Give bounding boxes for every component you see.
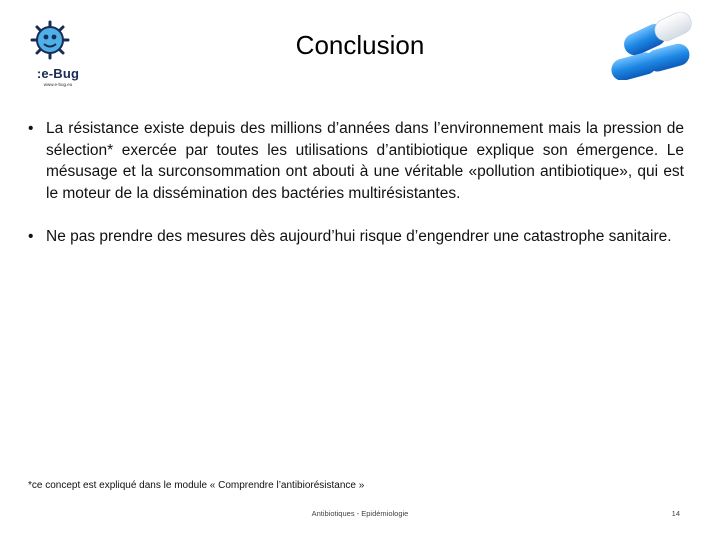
capsule-icon	[600, 10, 710, 80]
logo-url: www.e-bug.eu	[43, 82, 73, 87]
ebug-logo	[26, 18, 90, 90]
bullet-marker: •	[28, 120, 34, 137]
footer-title: Antibiotiques - Epidémiologie	[311, 509, 409, 518]
bullet-list	[28, 118, 684, 248]
bullet-marker: •	[28, 228, 34, 245]
page-title: Conclusion	[295, 30, 425, 60]
footnote: *ce concept est expliqué dans le module « Comprendre l’antibiorésistance »	[28, 480, 365, 491]
logo-name: :e-Bug	[36, 66, 80, 81]
bullet-text: La résistance existe depuis des millions d’années dans l’environnement mais la pression de sélection* exercée par toutes les utilisations d’antibiotique explique son émergence. Le mésusage et la surconsommation ont abouti à une véritable «pollution antibiotique», qui est le moteur de la dissémination des bactéries multirésistantes.	[46, 120, 684, 202]
list-item	[28, 226, 684, 248]
bullet-text: Ne pas prendre des mesures dès aujourd’hui risque d’engendrer une catastrophe sanitaire.	[46, 228, 672, 245]
list-item	[28, 118, 684, 204]
page-number: 14	[671, 509, 680, 518]
capsules-image	[600, 10, 710, 80]
germ-mascot-icon	[26, 18, 90, 68]
